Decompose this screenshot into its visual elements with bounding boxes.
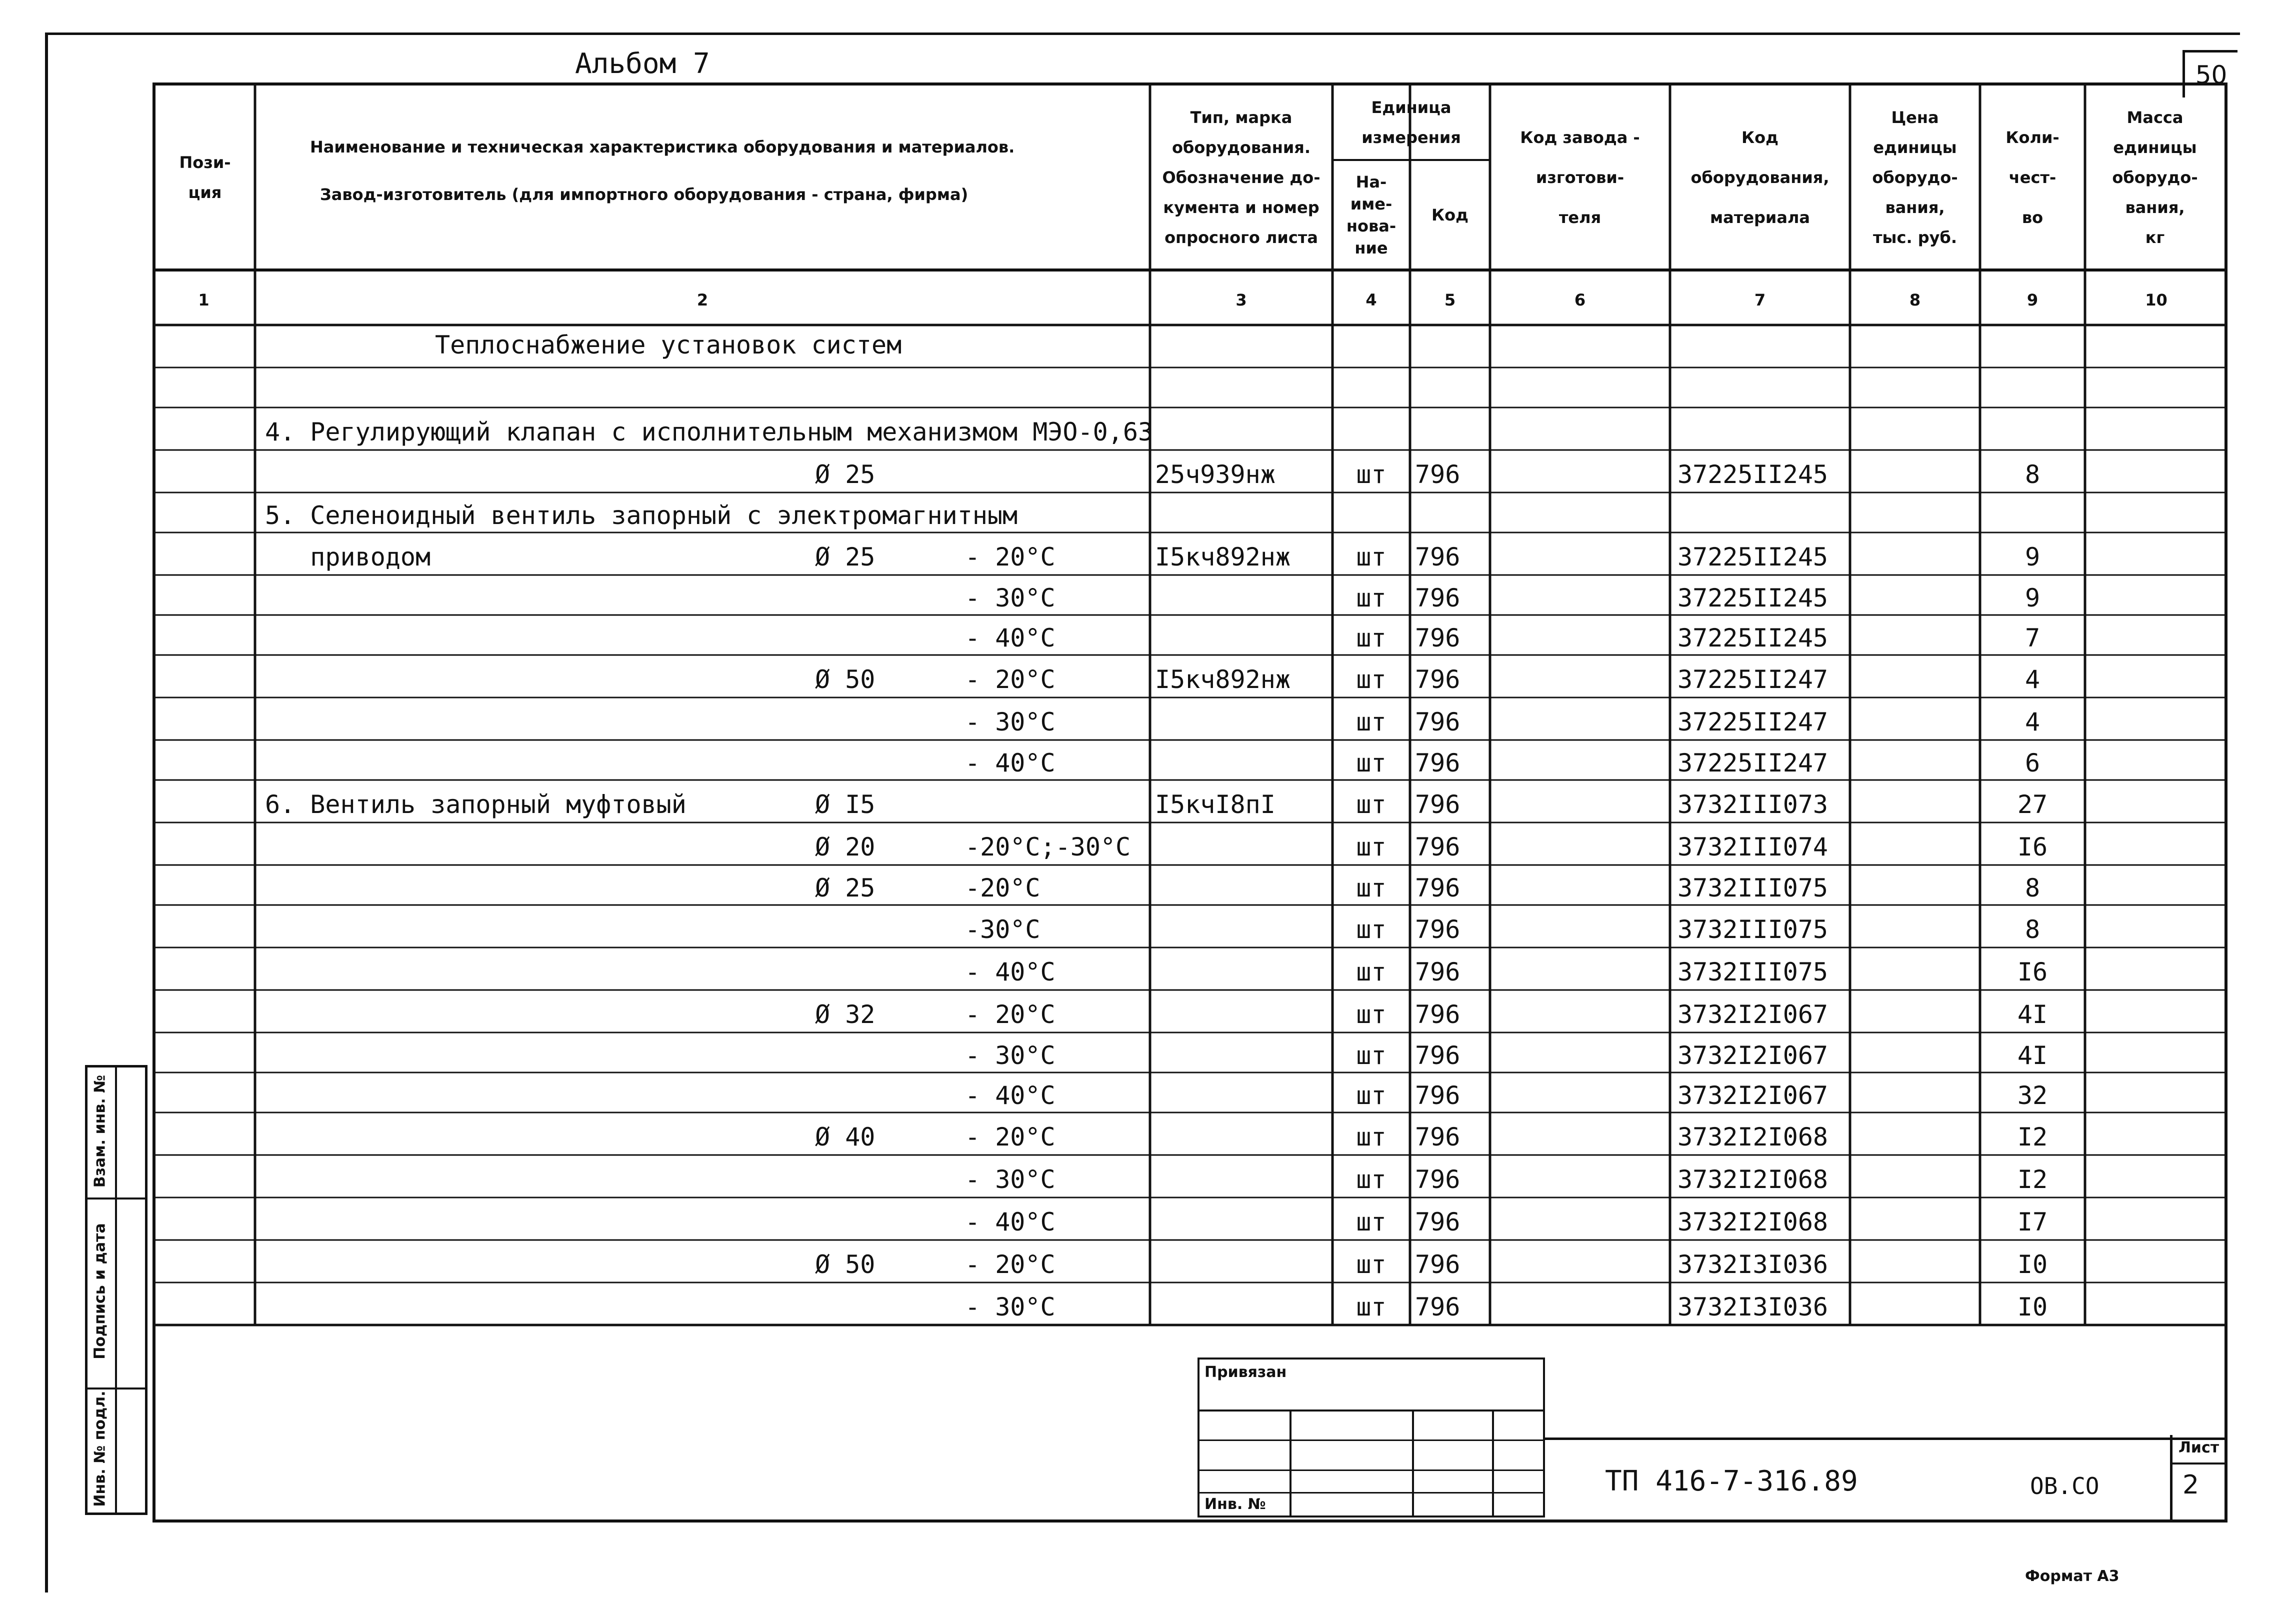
header-c7: Код оборудования, материала bbox=[1690, 128, 1830, 227]
column-number-7: 7 bbox=[1754, 290, 1766, 310]
cell-temp: - 20°C bbox=[965, 542, 1056, 572]
cell-equip: 3732I2I067 bbox=[1678, 1000, 1828, 1029]
header-c5: Код bbox=[1432, 206, 1468, 224]
cell-code: 796 bbox=[1415, 707, 1460, 736]
column-number-9: 9 bbox=[2026, 290, 2038, 310]
cell-unit: шт bbox=[1356, 1081, 1386, 1110]
cell-qty: 9 bbox=[2024, 584, 2040, 612]
cell-type: I5кч892нж bbox=[1155, 664, 1290, 694]
column-number-5: 5 bbox=[1444, 290, 1456, 310]
stamp-vline-1 bbox=[1290, 1410, 1292, 1517]
cell-code: 796 bbox=[1415, 1207, 1460, 1236]
cell-code: 796 bbox=[1415, 1292, 1460, 1322]
cell-equip: 37225II247 bbox=[1678, 748, 1828, 778]
cell-equip: 3732III075 bbox=[1678, 914, 1828, 944]
side-label-podpis: Подпись и дата bbox=[91, 1223, 109, 1360]
header-c10: Масса единицы оборудо- вания, кг bbox=[2112, 108, 2198, 247]
sheet-label-line bbox=[2172, 1462, 2228, 1464]
cell-dia: Ø 25 bbox=[815, 542, 876, 572]
cell-dia: Ø 50 bbox=[815, 1250, 876, 1279]
cell-qty: I6 bbox=[2017, 832, 2048, 862]
cell-code: 796 bbox=[1415, 1081, 1460, 1110]
cell-unit: шт bbox=[1356, 874, 1386, 902]
column-number-3: 3 bbox=[1236, 290, 1247, 310]
album-title: Альбом 7 bbox=[575, 48, 710, 80]
cell-code: 796 bbox=[1415, 460, 1460, 489]
cell-dia: Ø I5 bbox=[815, 790, 876, 819]
cell-dia: Ø 25 bbox=[815, 460, 876, 489]
header-c4: На- име- нова- ние bbox=[1346, 172, 1396, 258]
column-number-1: 1 bbox=[198, 290, 210, 310]
cell-unit: шт bbox=[1356, 957, 1386, 986]
sheet-number: 2 bbox=[2182, 1470, 2200, 1500]
cell-temp: - 20°C bbox=[965, 1000, 1056, 1029]
cell-equip: 37225II245 bbox=[1678, 584, 1828, 612]
cell-dia: Ø 20 bbox=[815, 832, 876, 862]
cell-unit: шт bbox=[1356, 1041, 1386, 1070]
side-label-inv: Инв. № подл. bbox=[91, 1390, 109, 1507]
cell-qty: 8 bbox=[2024, 460, 2040, 489]
cell-code: 796 bbox=[1415, 790, 1460, 819]
cell-unit: шт bbox=[1356, 1207, 1386, 1236]
cell-temp: - 40°C bbox=[965, 748, 1056, 778]
cell-qty: 27 bbox=[2017, 790, 2048, 819]
column-number-4: 4 bbox=[1366, 290, 1377, 310]
cell-unit: шт bbox=[1356, 790, 1386, 819]
header-c6: Код завода - изготови- теля bbox=[1520, 128, 1640, 227]
cell-dia: Ø 50 bbox=[815, 664, 876, 694]
cell-qty: 4I bbox=[2017, 1041, 2048, 1070]
cell-temp: - 30°C bbox=[965, 707, 1056, 736]
cell-dia: Ø 40 bbox=[815, 1122, 876, 1152]
cell-equip: 3732I3I036 bbox=[1678, 1292, 1828, 1322]
cell-qty: 8 bbox=[2024, 914, 2040, 944]
cell-qty: 4 bbox=[2024, 664, 2040, 694]
cell-unit: шт bbox=[1356, 1000, 1386, 1029]
cell-unit: шт bbox=[1356, 1250, 1386, 1279]
cell-temp: - 40°C bbox=[965, 1081, 1056, 1110]
cell-code: 796 bbox=[1415, 584, 1460, 612]
cell-code: 796 bbox=[1415, 874, 1460, 902]
stamp-vline-3 bbox=[1492, 1410, 1494, 1517]
cell-temp: - 30°C bbox=[965, 1164, 1056, 1194]
cell-dia: Ø 32 bbox=[815, 1000, 876, 1029]
cell-equip: 37225II247 bbox=[1678, 707, 1828, 736]
cell-unit: шт bbox=[1356, 1122, 1386, 1152]
cell-temp: - 40°C bbox=[965, 1207, 1056, 1236]
sheet-label: Лист bbox=[2178, 1439, 2220, 1456]
stamp-vline-2 bbox=[1412, 1410, 1414, 1517]
doc-stamp-top-line bbox=[1545, 1438, 2228, 1440]
cell-code: 796 bbox=[1415, 957, 1460, 986]
cell-equip: 37225II245 bbox=[1678, 624, 1828, 652]
cell-code: 796 bbox=[1415, 1122, 1460, 1152]
header-c3: Тип, марка оборудования. Обозначение до- кумента и номер опросного листа bbox=[1162, 108, 1320, 247]
header-c2b: Завод-изготовитель (для импортного оборудования - страна, фирма) bbox=[320, 185, 968, 204]
cell-type: I5кч892нж bbox=[1155, 542, 1290, 572]
cell-equip: 3732III073 bbox=[1678, 790, 1828, 819]
cell-code: 796 bbox=[1415, 664, 1460, 694]
cell-name: 5. Селеноидный вентиль запорный с электромагнитным bbox=[265, 501, 1018, 530]
cell-equip: 3732I2I068 bbox=[1678, 1122, 1828, 1152]
cell-unit: шт bbox=[1356, 624, 1386, 652]
sheet-number-box bbox=[2170, 1435, 2228, 1520]
side-stamp-split-1 bbox=[88, 1198, 145, 1200]
cell-qty: I7 bbox=[2017, 1207, 2048, 1236]
cell-code: 796 bbox=[1415, 542, 1460, 572]
cell-unit: шт bbox=[1356, 1292, 1386, 1322]
cell-qty: I2 bbox=[2017, 1164, 2048, 1194]
cell-equip: 3732I2I068 bbox=[1678, 1207, 1828, 1236]
cell-code: 796 bbox=[1415, 832, 1460, 862]
cell-qty: I0 bbox=[2017, 1250, 2048, 1279]
page-number: 50 bbox=[2195, 60, 2228, 90]
cell-code: 796 bbox=[1415, 1164, 1460, 1194]
cell-temp: - 40°C bbox=[965, 624, 1056, 652]
cell-equip: 3732III075 bbox=[1678, 957, 1828, 986]
cell-unit: шт bbox=[1356, 1164, 1386, 1194]
column-number-10: 10 bbox=[2145, 290, 2168, 310]
doc-code: ОВ.СО bbox=[2030, 1472, 2100, 1500]
cell-equip: 3732I2I067 bbox=[1678, 1081, 1828, 1110]
cell-temp: - 30°C bbox=[965, 584, 1056, 612]
format-label: Формат А3 bbox=[2025, 1568, 2120, 1585]
cell-temp: - 30°C bbox=[965, 1041, 1056, 1070]
cell-temp: - 40°C bbox=[965, 957, 1056, 986]
header-c1: Пози- ция bbox=[179, 153, 231, 202]
header-c2a: Наименование и техническая характеристика оборудования и материалов. bbox=[310, 138, 1015, 156]
cell-equip: 3732I2I067 bbox=[1678, 1041, 1828, 1070]
cell-name: 6. Вентиль запорный муфтовый bbox=[265, 790, 686, 819]
cell-temp: - 30°C bbox=[965, 1292, 1056, 1322]
cell-equip: 37225II245 bbox=[1678, 460, 1828, 489]
column-number-8: 8 bbox=[1909, 290, 1921, 310]
cell-temp: - 20°C bbox=[965, 1250, 1056, 1279]
cell-equip: 3732III074 bbox=[1678, 832, 1828, 862]
side-label-vzam: Взам. инв. № bbox=[91, 1074, 109, 1188]
header-c9: Коли- чест- во bbox=[2006, 128, 2060, 227]
header-units: Единица измерения bbox=[1362, 98, 1461, 147]
cell-unit: шт bbox=[1356, 584, 1386, 612]
cell-type: 25ч939нж bbox=[1155, 460, 1276, 489]
cell-code: 796 bbox=[1415, 624, 1460, 652]
cell-qty: I2 bbox=[2017, 1122, 2048, 1152]
header-c8: Цена единицы оборудо- вания, тыс. руб. bbox=[1872, 108, 1958, 247]
doc-designation: ТП 416-7-316.89 bbox=[1605, 1465, 1858, 1498]
cell-code: 796 bbox=[1415, 748, 1460, 778]
cell-name: приводом bbox=[265, 542, 431, 572]
cell-temp: - 20°C bbox=[965, 664, 1056, 694]
cell-unit: шт bbox=[1356, 542, 1386, 572]
cell-dia: Ø 25 bbox=[815, 874, 876, 902]
cell-unit: шт bbox=[1356, 460, 1386, 489]
cell-code: 796 bbox=[1415, 1000, 1460, 1029]
stamp-inv: Инв. № bbox=[1204, 1496, 1266, 1513]
cell-name: 4. Регулирующий клапан с исполнительным механизмом МЭО-0,63 bbox=[265, 417, 1154, 446]
cell-qty: 9 bbox=[2024, 542, 2040, 572]
cell-temp: - 20°C bbox=[965, 1122, 1056, 1152]
cell-qty: 4I bbox=[2017, 1000, 2048, 1029]
cell-temp: -30°C bbox=[965, 914, 1040, 944]
cell-unit: шт bbox=[1356, 748, 1386, 778]
cell-qty: I6 bbox=[2017, 957, 2048, 986]
cell-unit: шт bbox=[1356, 914, 1386, 944]
column-number-2: 2 bbox=[696, 290, 708, 310]
cell-qty: I0 bbox=[2017, 1292, 2048, 1322]
section-title: Теплоснабжение установок систем bbox=[435, 330, 902, 360]
cell-equip: 3732I3I036 bbox=[1678, 1250, 1828, 1279]
cell-equip: 3732III075 bbox=[1678, 874, 1828, 902]
bottom-stamp bbox=[1198, 1358, 1545, 1518]
stamp-privyazan: Привязан bbox=[1204, 1364, 1287, 1381]
cell-code: 796 bbox=[1415, 914, 1460, 944]
cell-code: 796 bbox=[1415, 1250, 1460, 1279]
column-number-6: 6 bbox=[1574, 290, 1586, 310]
cell-equip: 3732I2I068 bbox=[1678, 1164, 1828, 1194]
cell-qty: 6 bbox=[2024, 748, 2040, 778]
cell-equip: 37225II245 bbox=[1678, 542, 1828, 572]
cell-temp: -20°C;-30°C bbox=[965, 832, 1131, 862]
cell-unit: шт bbox=[1356, 664, 1386, 694]
cell-equip: 37225II247 bbox=[1678, 664, 1828, 694]
cell-qty: 32 bbox=[2017, 1081, 2048, 1110]
cell-code: 796 bbox=[1415, 1041, 1460, 1070]
cell-temp: -20°C bbox=[965, 874, 1040, 902]
cell-unit: шт bbox=[1356, 832, 1386, 862]
cell-type: I5кчI8пI bbox=[1155, 790, 1276, 819]
cell-qty: 8 bbox=[2024, 874, 2040, 902]
cell-qty: 4 bbox=[2024, 707, 2040, 736]
cell-qty: 7 bbox=[2024, 624, 2040, 652]
cell-unit: шт bbox=[1356, 707, 1386, 736]
side-stamp bbox=[85, 1065, 148, 1515]
